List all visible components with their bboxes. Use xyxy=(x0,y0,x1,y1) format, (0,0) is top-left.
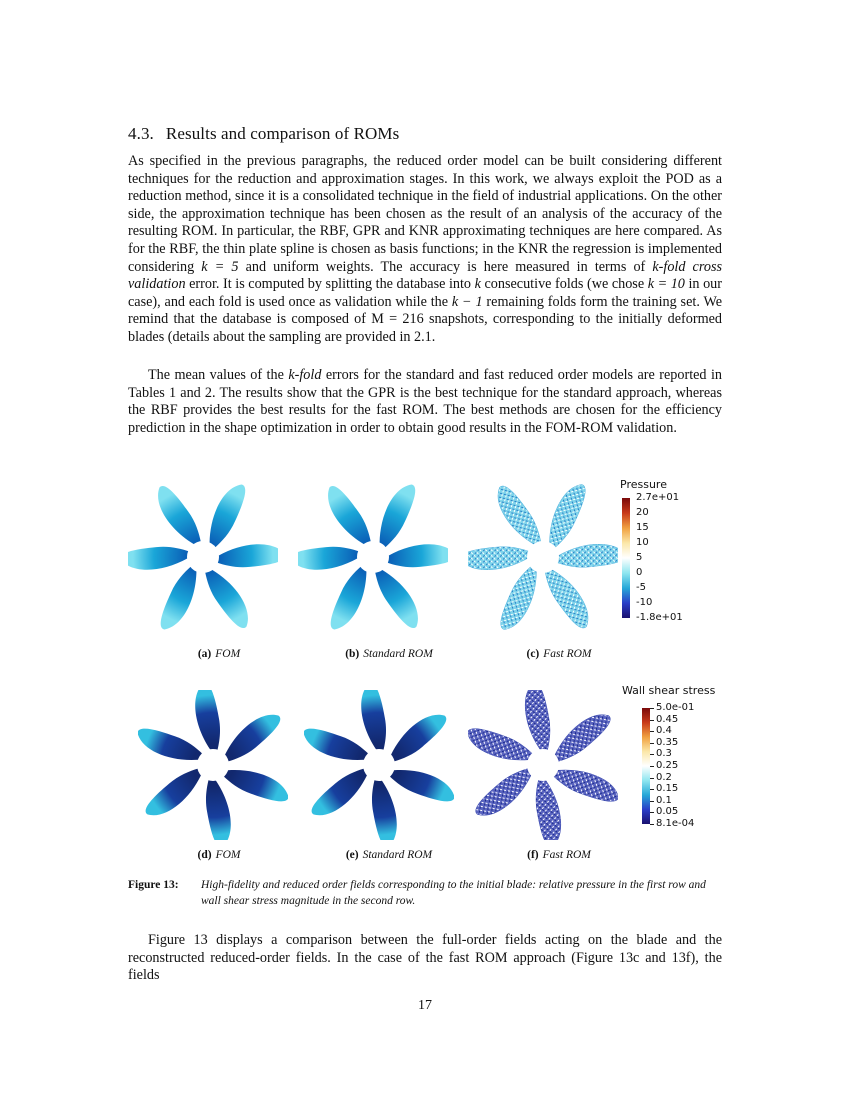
colorbar-tick-mark xyxy=(650,720,654,721)
page-number: 17 xyxy=(418,998,432,1013)
colorbar-tick-mark xyxy=(650,801,654,802)
colorbar-tick-label: 0.35 xyxy=(656,736,679,748)
colorbar-gradient xyxy=(642,708,650,824)
section-number: 4.3. xyxy=(128,124,154,143)
colorbar-tick-label: -10 xyxy=(636,597,653,608)
propeller-image xyxy=(468,690,618,840)
colorbar-tick-label: 0.2 xyxy=(656,771,672,783)
colorbar-tick-label: 0.05 xyxy=(656,806,679,818)
paper-page xyxy=(128,0,722,1100)
blade xyxy=(194,568,259,629)
colorbar-tick-label: 0.15 xyxy=(656,783,679,795)
colorbar-tick-mark xyxy=(650,766,654,767)
colorbar-tick-label: 2.7e+01 xyxy=(636,492,680,503)
colorbar-tick-mark xyxy=(650,812,654,813)
blade xyxy=(224,708,281,770)
subcaption-c: (c) Fast ROM xyxy=(526,648,592,660)
blade xyxy=(534,568,599,629)
section-heading xyxy=(128,124,399,144)
propeller-image xyxy=(128,482,278,632)
colorbar-title: Wall shear stress xyxy=(622,684,716,697)
colorbar-tick-label: -5 xyxy=(636,582,646,593)
blade xyxy=(488,485,553,546)
blade xyxy=(318,565,379,630)
figure-caption-text: High-fidelity and reduced order fields corresponding to the initial blade: relative pressure in the first row and wall shear stress magnitude in the second row. xyxy=(201,879,706,907)
blade xyxy=(148,485,213,546)
colorbar-tick-label: 0.1 xyxy=(656,794,672,806)
propeller-fom-wss xyxy=(138,690,288,840)
subcaption-f: (f) Fast ROM xyxy=(527,849,591,861)
colorbar-tick-label: 8.1e-04 xyxy=(656,818,695,829)
colorbar-tick-label: 0.4 xyxy=(656,725,672,737)
blade xyxy=(311,761,368,823)
paragraph-2: The mean values of the k-fold errors for the standard and fast reduced order models are reported in Tables 1 and 2. The results show that the GPR is the best technique for the standard approach, whereas the RBF provides the best results for the fast ROM. The best methods are chosen for the efficiency prediction in the shape optimization in order to obtain good results in the FOM-ROM validation. xyxy=(128,367,722,436)
propeller-fast-rom-wss xyxy=(468,690,618,840)
propeller-image xyxy=(298,482,448,632)
blade xyxy=(390,708,447,770)
colorbar-tick-label: 0.25 xyxy=(656,760,679,771)
blade xyxy=(537,484,598,549)
blade xyxy=(145,761,202,823)
colorbar-tick-mark xyxy=(650,789,654,790)
propeller-fom-pressure xyxy=(128,482,278,632)
section-title: Results and comparison of ROMs xyxy=(165,124,400,143)
blade xyxy=(138,712,204,776)
blade xyxy=(304,712,370,776)
propeller-standard-rom-wss xyxy=(304,690,454,840)
blade xyxy=(488,565,549,630)
colorbar-tick-mark xyxy=(650,731,654,732)
colorbar-tick-label: 10 xyxy=(636,537,649,548)
colorbar-tick-mark xyxy=(650,754,654,755)
colorbar-tick-label: 5.0e-01 xyxy=(656,702,695,713)
colorbar-gradient xyxy=(622,498,630,618)
blade xyxy=(554,708,611,770)
subcaption-d: (d) FOM xyxy=(197,849,241,861)
blade xyxy=(552,754,618,818)
propeller-fast-rom-pressure xyxy=(468,482,618,632)
blade xyxy=(222,754,288,818)
blade xyxy=(318,485,383,546)
colorbar-tick-label: -1.8e+01 xyxy=(636,612,683,623)
blade xyxy=(468,712,534,776)
paragraph-1: As specified in the previous paragraphs, the reduced order model can be built considering different techniques for the reduction and approximation stages. In this work, we always exploit the POD as a reduction method, since it is a consolidated technique in the field of industrial applications. On the other side, the approximation technique has been chosen as the result of an analysis of the accuracy of the resulting ROM. In particular, the RBF, GPR and KNR approximating techniques are here compared. As for the RBF, the thin plate spline is chosen as basis functions; in the KNR the regression is implemented considering k = 5 and uniform weights. The accuracy is here measured in terms of k-fold cross validation error. It is computed by splitting the database into k consecutive folds (we chose k = 10 in our case), and each fold is used once as validation while the k − 1 remaining folds form the training set. We remind that the database is composed of M = 216 snapshots, corresponding to the initially deformed blades (details about the sampling are provided in 2.1. xyxy=(128,153,722,345)
colorbar-tick-label: 5 xyxy=(636,552,643,563)
blade xyxy=(197,484,258,549)
colorbar-tick-label: 0.3 xyxy=(656,748,672,760)
subcaption-e: (e) Standard ROM xyxy=(345,849,433,861)
blade xyxy=(148,565,209,630)
figure-13 xyxy=(128,472,722,912)
colorbar-tick-mark xyxy=(650,743,654,744)
propeller-standard-rom-pressure xyxy=(298,482,448,632)
blade xyxy=(388,754,454,818)
subcaption-b: (b) Standard ROM xyxy=(345,648,433,660)
colorbar-tick-label: 0.45 xyxy=(656,713,679,725)
pressure-colorbar xyxy=(620,478,683,623)
colorbar-tick-label: 15 xyxy=(636,522,649,533)
colorbar-tick-mark xyxy=(650,708,654,709)
colorbar-tick-mark xyxy=(650,778,654,779)
subcaption-a: (a) FOM xyxy=(197,648,241,660)
blade xyxy=(364,568,429,629)
blade xyxy=(475,761,532,823)
blade xyxy=(367,484,428,549)
propeller-image xyxy=(138,690,288,840)
colorbar-tick-label: 20 xyxy=(636,507,649,518)
colorbar-tick-label: 0 xyxy=(636,567,643,578)
propeller-image xyxy=(304,690,454,840)
colorbar-tick-mark xyxy=(650,824,654,825)
propeller-image xyxy=(468,482,618,632)
wss-colorbar xyxy=(622,684,716,829)
paragraph-3: Figure 13 displays a comparison between the full-order fields acting on the blade and the reconstructed reduced-order fields. In the case of the fast ROM approach (Figure 13c and 13f), the fields xyxy=(128,932,722,984)
figure-label: Figure 13: xyxy=(128,879,179,891)
colorbar-title: Pressure xyxy=(620,478,667,491)
